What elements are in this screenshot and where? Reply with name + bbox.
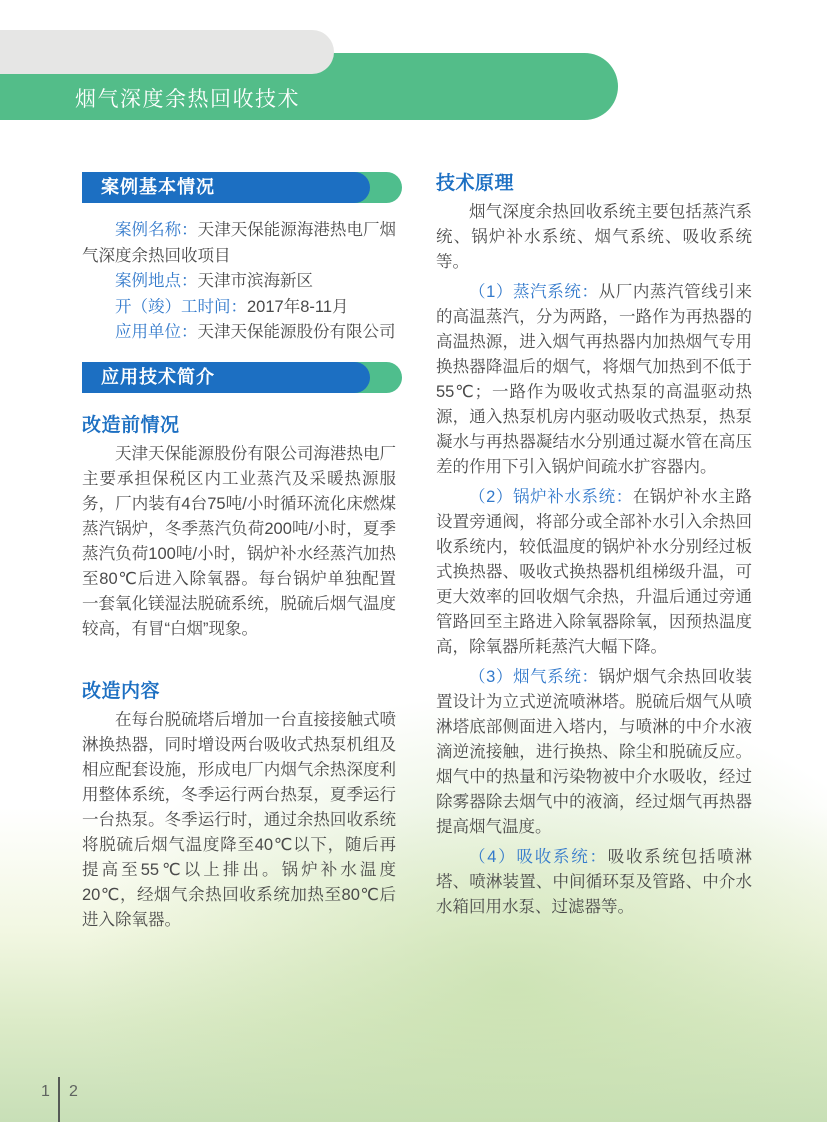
case-company-label: 应用单位：: [115, 323, 198, 341]
tech-principle-intro: 烟气深度余热回收系统主要包括蒸汽系统、锅炉补水系统、烟气系统、吸收系统等。: [436, 203, 752, 271]
left-column: [82, 172, 396, 933]
page-title: 烟气深度余热回收技术: [75, 88, 300, 111]
banner-label: 案例基本情况: [82, 172, 370, 203]
retrofit-content-paragraph: 在每台脱硫塔后增加一台直接接触式喷淋换热器，同时增设两台吸收式热泵机组及相应配套设施，形成电厂内烟气余热深度利用整体系统，冬季运行两台热泵，夏季运行一台热泵。冬季运行时，通过余热回收系统将脱硫后烟气温度降至40℃以下，随后再提高至55℃以上排出。锅炉补水温度20℃，经烟气余热回收系统加热至80℃后进入除氧器。: [82, 710, 396, 929]
item-text-flue-gas-system: 锅炉烟气余热回收装置设计为立式逆流喷淋塔。脱硫后烟气从喷淋塔底部侧面进入塔内，与喷淋的中介水液滴逆流接触，进行换热、除尘和脱硫反应。烟气中的热量和污染物被中介水吸收，经过除雾器除去烟气中的液滴，经过烟气再热器提高烟气温度。: [436, 668, 752, 836]
case-company-value: 天津天保能源股份有限公司: [197, 323, 396, 341]
case-location-row: [82, 269, 396, 295]
item-label-absorption-system: （4）吸收系统：: [469, 848, 608, 866]
case-company-row: [82, 320, 396, 346]
page-number-right: 2: [69, 1083, 78, 1100]
case-name-value: 天津天保能源海港热电厂烟气深度余热回收项目: [82, 221, 396, 265]
header-gray-bar: [0, 30, 334, 74]
case-info-block: [82, 218, 396, 346]
case-time-row: [82, 295, 396, 321]
right-column: [436, 166, 752, 920]
item-label-boiler-water-system: （2）锅炉补水系统：: [469, 488, 633, 506]
principle-item-absorption: [436, 845, 752, 920]
page-number-divider: [58, 1077, 60, 1122]
principle-item-boiler-water: [436, 485, 752, 660]
case-name-row: [82, 218, 396, 269]
item-text-steam-system: 从厂内蒸汽管线引来的高温蒸汽，分为两路，一路作为再热器的高温热源，进入烟气再热器内加热烟气专用换热器降温后的烟气，将烟气加热到不低于55℃；一路作为吸收式热泵的高温驱动热源，通入热泵机房内驱动吸收式热泵，热泵凝水与再热器凝结水分别通过凝水管在高压差的作用下引入锅炉间疏水扩容器内。: [436, 283, 752, 476]
item-label-flue-gas-system: （3）烟气系统：: [469, 668, 599, 686]
section-banner-case-info: [82, 172, 396, 203]
section-heading-before-retrofit: 改造前情况: [82, 414, 180, 436]
banner-label: 应用技术简介: [82, 362, 370, 393]
principle-item-steam: [436, 280, 752, 480]
item-text-absorption-system: 吸收系统包括喷淋塔、喷淋装置、中间循环泵及管路、中介水水箱回用水泵、过滤器等。: [436, 848, 752, 916]
section-heading-tech-principle: 技术原理: [436, 173, 515, 194]
principle-item-flue-gas: [436, 665, 752, 840]
case-location-value: 天津市滨海新区: [197, 272, 313, 290]
section-heading-retrofit-content: 改造内容: [82, 680, 161, 702]
page-number-left: 1: [41, 1083, 50, 1100]
case-location-label: 案例地点：: [115, 272, 198, 290]
section-banner-tech-intro: [82, 362, 396, 393]
before-retrofit-paragraph: 天津天保能源股份有限公司海港热电厂主要承担保税区内工业蒸汽及采暖热源服务，厂内装有4台75吨/小时循环流化床燃煤蒸汽锅炉，冬季蒸汽负荷200吨/小时，夏季蒸汽负荷100吨/小时，锅炉补水经蒸汽加热至80℃后进入除氧器。每台锅炉单独配置一套氧化镁湿法脱硫系统，脱硫后烟气温度较高，有冒“白烟”现象。: [82, 444, 396, 638]
case-time-value: 2017年8-11月: [247, 297, 349, 316]
item-text-boiler-water-system: 在锅炉补水主路设置旁通阀，将部分或全部补水引入余热回收系统内，较低温度的锅炉补水分别经过板式换热器、吸收式换热器机组梯级升温，可更大效率的回收烟气余热，升温后通过旁通管路回至主路进入除氧器除氧，因预热温度高，除氧器所耗蒸汽大幅下降。: [436, 488, 752, 656]
case-time-label: 开（竣）工时间：: [115, 297, 247, 316]
case-name-label: 案例名称：: [115, 221, 198, 239]
item-label-steam-system: （1）蒸汽系统：: [469, 283, 599, 301]
